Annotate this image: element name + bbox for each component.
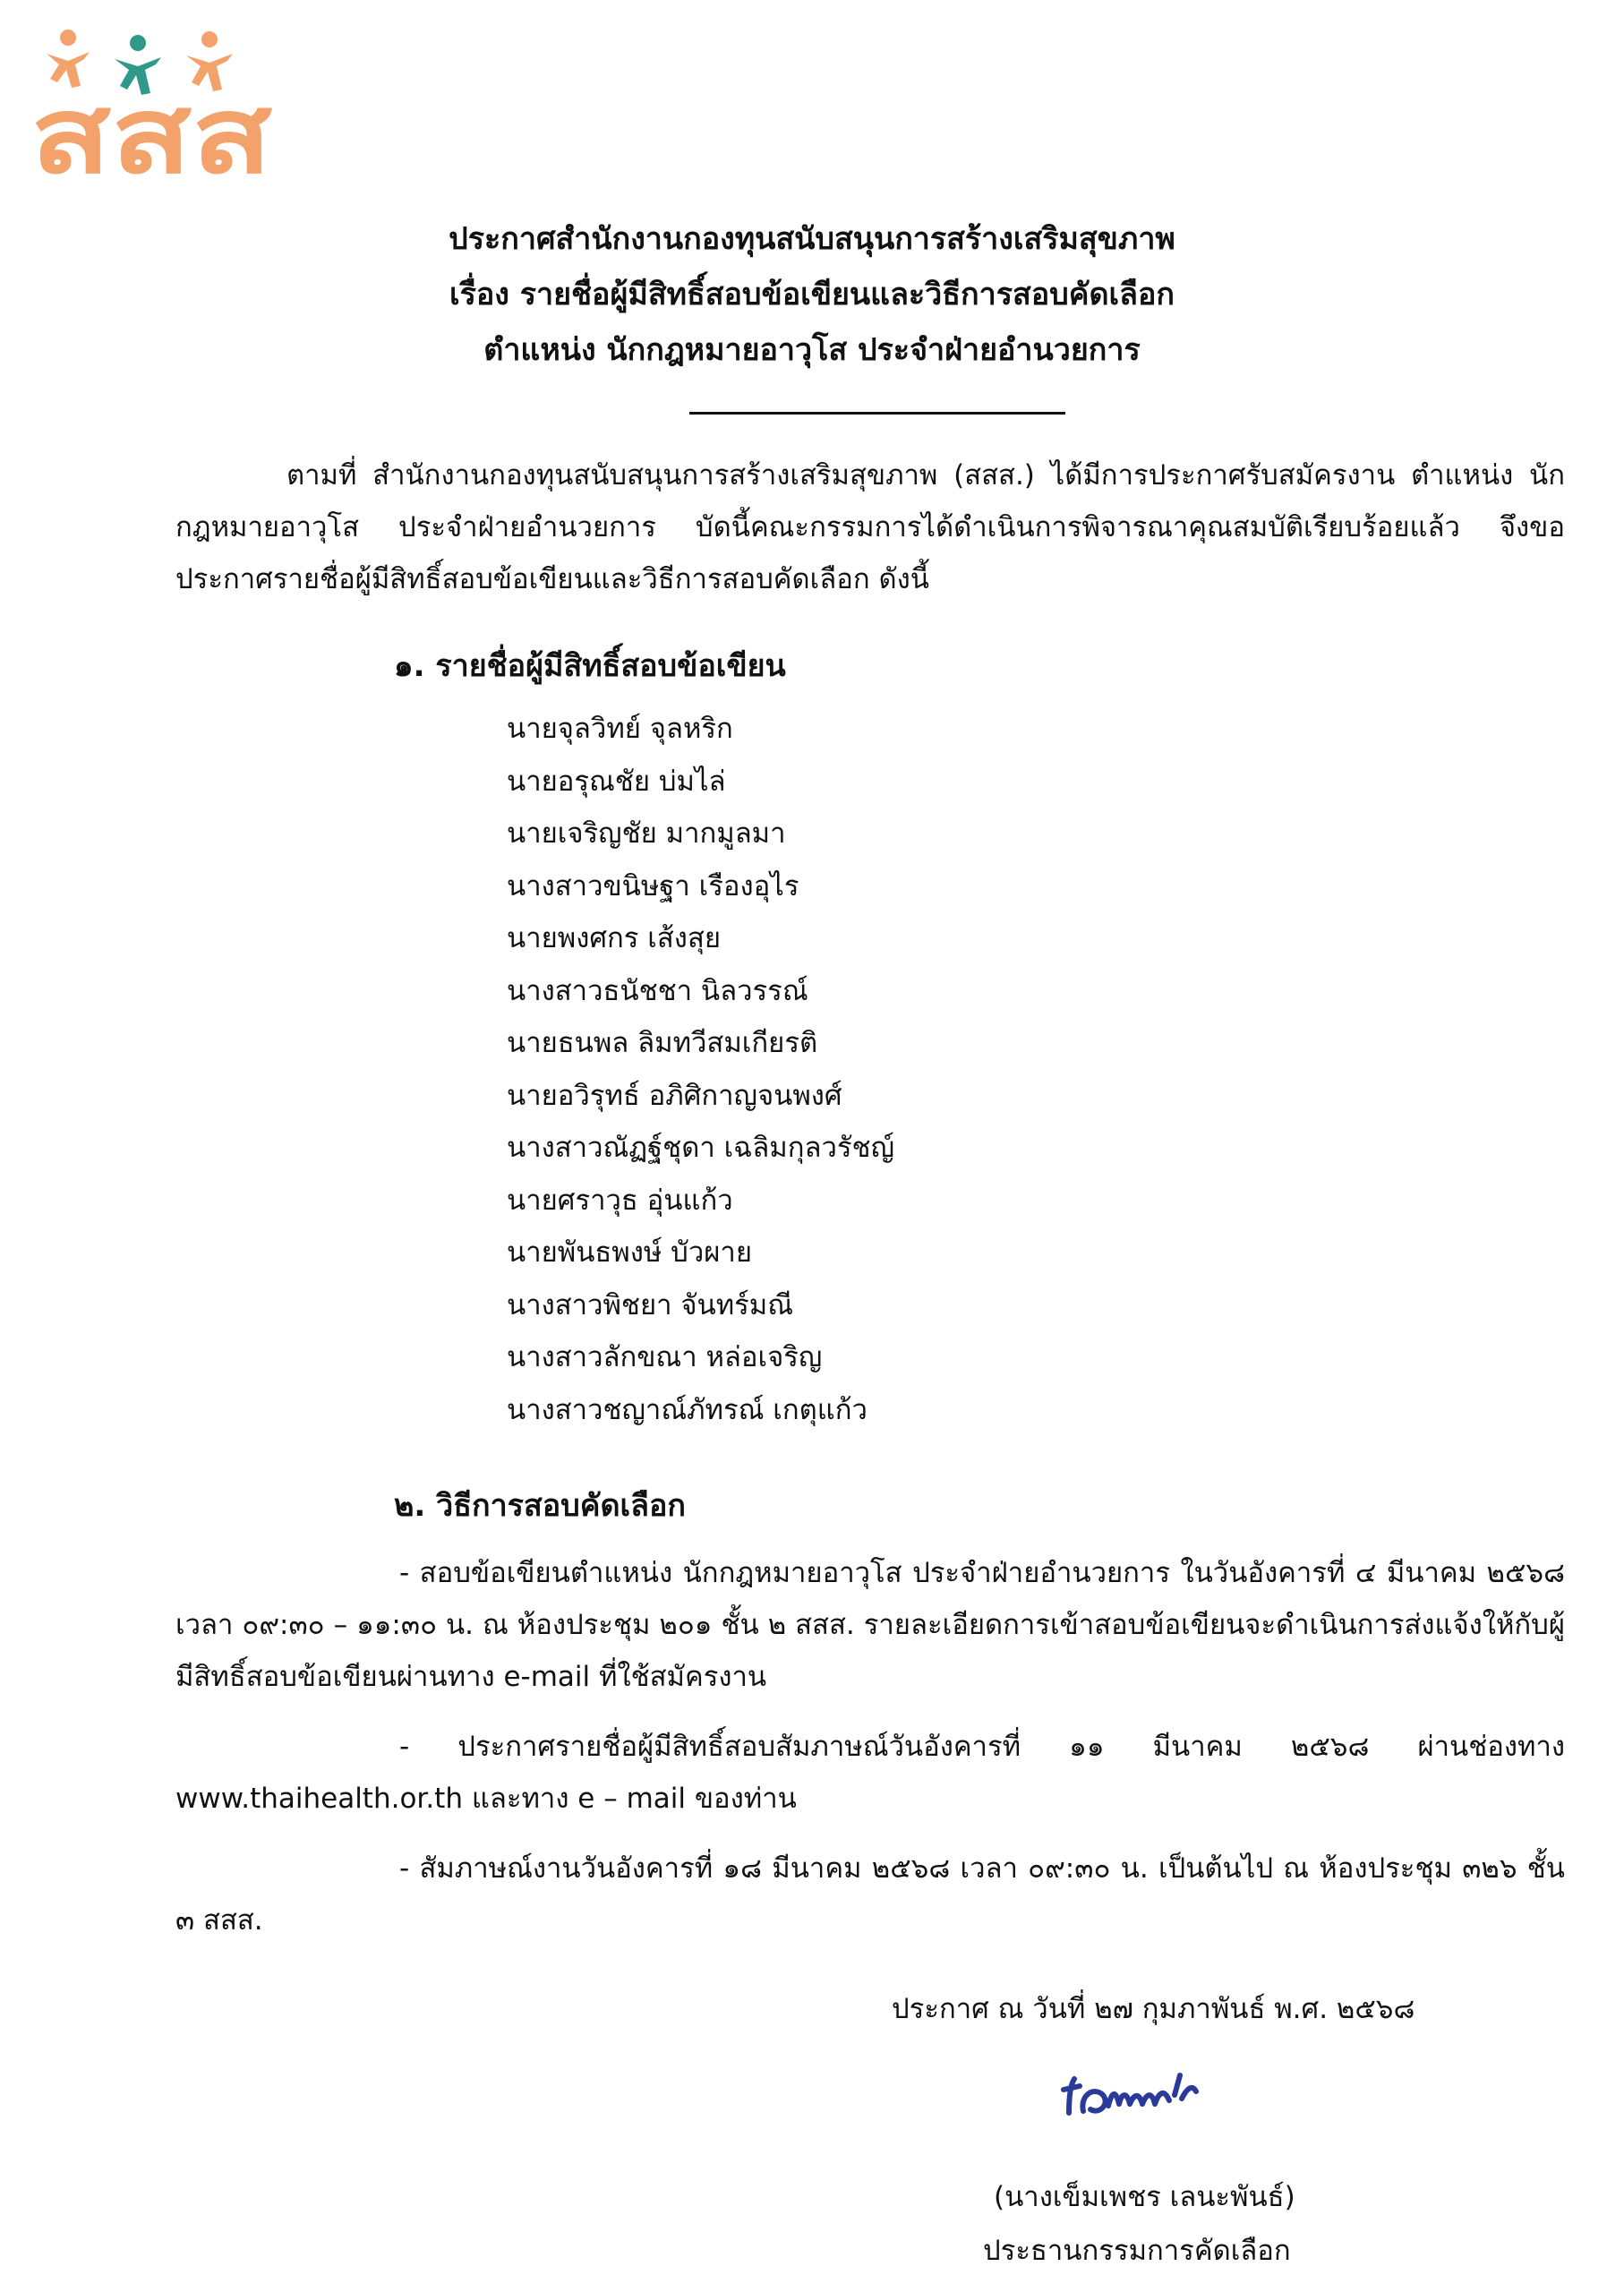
- list-item: นายอวิรุทธ์ อภิศิกาญจนพงศ์: [507, 1079, 842, 1112]
- eligible-candidates-list: [507, 703, 894, 1436]
- announcement-title: [0, 211, 1624, 378]
- list-item: นายอรุณชัย บ่มไล่: [507, 765, 726, 798]
- list-item: นายธนพล ลิมทวีสมเกียรติ: [507, 1027, 818, 1059]
- list-item: นายพงศกร เส้งสุย: [507, 922, 722, 954]
- signer-name: (นางเข็มเพชร เลนะพันธ์): [994, 2181, 1295, 2213]
- interview-announcement-paragraph: - ประกาศรายชื่อผู้มีสิทธิ์สอบสัมภาษณ์วันอังคารที่ ๑๑ มีนาคม ๒๕๖๘ ผ่านช่องทาง www.thaihealth.or.th และทาง e – mail ของท่าน: [175, 1731, 1565, 1815]
- announce-date: ประกาศ ณ วันที่ ๒๗ กุมภาพันธ์ พ.ศ. ๒๕๖๘: [892, 1993, 1415, 2025]
- list-item: นางสาวพิชยา จันทร์มณี: [507, 1288, 794, 1321]
- section2-heading: ๒. วิธีการสอบคัดเลือก: [394, 1488, 686, 1524]
- title-divider: [689, 412, 1065, 415]
- list-item: นางสาวธนัชชา นิลวรรณ์: [507, 974, 808, 1007]
- list-item: นางสาวขนิษฐา เรืองอุไร: [507, 869, 799, 902]
- list-item: นายศราวุธ อุ่นแก้ว: [507, 1184, 733, 1217]
- title-line-2: เรื่อง รายชื่อผู้มีสิทธิ์สอบข้อเขียนและวิธีการสอบคัดเลือก: [449, 277, 1175, 312]
- handwritten-signature-icon: [1056, 2059, 1235, 2131]
- list-item: นางสาวณัฏฐ์ชุดา เฉลิมกุลวรัชญ์: [507, 1132, 895, 1164]
- list-item: นางสาวชญาณ์ภัทรณ์ เกตุแก้ว: [507, 1393, 868, 1426]
- list-item: นางสาวลักขณา หล่อเจริญ: [507, 1341, 823, 1373]
- section1-heading: ๑. รายชื่อผู้มีสิทธิ์สอบข้อเขียน: [394, 648, 786, 684]
- intro-paragraph: ตามที่ สำนักงานกองทุนสนับสนุนการสร้างเสริมสุขภาพ (สสส.) ได้มีการประกาศรับสมัครงาน ตำแหน่ง นักกฎหมายอาวุโส ประจำฝ่ายอำนวยการ บัดนี้คณะกรรมการได้ดำเนินการพิจารณาคุณสมบัติเรียบร้อยแล้ว จึงขอประกาศรายชื่อผู้มีสิทธิ์สอบข้อเขียนและวิธีการสอบคัดเลือก ดังนี้: [175, 459, 1565, 595]
- thaihealth-logo: [30, 20, 281, 190]
- signer-title: ประธานกรรมการคัดเลือก: [983, 2235, 1291, 2267]
- list-item: นายเจริญชัย มากมูลมา: [507, 817, 786, 850]
- list-item: นายจุลวิทย์ จุลหริก: [507, 713, 733, 745]
- interview-schedule-paragraph: - สัมภาษณ์งานวันอังคารที่ ๑๘ มีนาคม ๒๕๖๘ เวลา ๐๙:๓๐ น. เป็นต้นไป ณ ห้องประชุม ๓๒๖ ชั้น ๓ สสส.: [175, 1852, 1565, 1937]
- title-line-3: ตำแหน่ง นักกฎหมายอาวุโส ประจำฝ่ายอำนวยการ: [483, 332, 1141, 368]
- exam-schedule-paragraph: - สอบข้อเขียนตำแหน่ง นักกฎหมายอาวุโส ประจำฝ่ายอำนวยการ ในวันอังคารที่ ๔ มีนาคม ๒๕๖๘ เวลา ๐๙:๓๐ – ๑๑:๓๐ น. ณ ห้องประชุม ๒๐๑ ชั้น ๒ สสส. รายละเอียดการเข้าสอบข้อเขียนจะดำเนินการส่งแจ้งให้กับผู้มีสิทธิ์สอบข้อเขียนผ่านทาง e-mail ที่ใช้สมัครงาน: [175, 1557, 1565, 1693]
- logo-text: สสส: [30, 73, 272, 190]
- title-line-1: ประกาศสำนักงานกองทุนสนับสนุนการสร้างเสริมสุขภาพ: [449, 221, 1175, 257]
- list-item: นายพันธพงษ์ บัวผาย: [507, 1236, 752, 1269]
